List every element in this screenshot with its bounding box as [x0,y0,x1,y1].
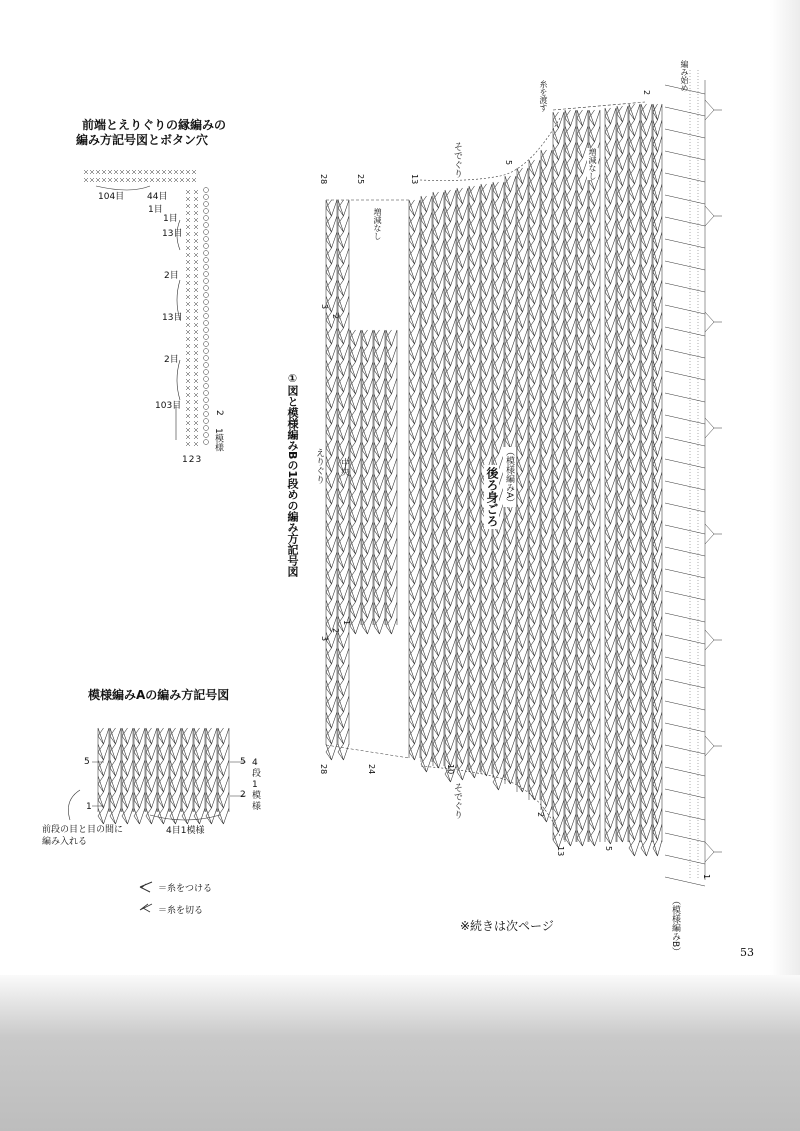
label-44-stitches: 44目 [147,192,168,202]
row-5-top: 5 [504,160,513,166]
lattice-column-8 [421,196,432,772]
row-2b: 2 [331,628,340,634]
lattice-column-25 [629,104,640,856]
lattice-column-19 [553,112,564,848]
lattice-column-18 [541,150,552,822]
pattern-a-col-9 [194,728,205,824]
lattice-column-21 [577,110,588,846]
lattice-column-12 [469,186,480,778]
label-1-stitch-b: 1目 [163,214,178,224]
armhole-bottom-label: そでぐり [452,783,462,819]
row-25-top: 25 [356,174,365,185]
edge-chart-picots [204,188,209,445]
lattice-column-2 [338,200,349,760]
lattice-column-3 [350,330,361,634]
lattice-column-16 [517,168,528,792]
pattern-a-rows-label: 4段1模様 [252,758,262,812]
row-10-bottom: 10 [446,764,455,775]
edge-chart-title-line2: 編み方記号図とボタン穴 [76,133,209,147]
pattern-a-col-4 [134,728,145,824]
pattern-b-edge [665,80,722,886]
lattice-column-5 [374,330,385,634]
label-2-stitches-a: 2目 [164,271,179,281]
pattern-a-row5-left: 5 [84,757,90,767]
label-103-stitches: 103目 [155,401,182,411]
row-5-bottom: 5 [604,846,613,852]
armhole-bottom-curve [420,766,560,836]
lattice-column-4 [362,330,373,634]
pattern-a-col-2 [110,728,121,824]
page-number: 53 [740,946,754,959]
lattice-column-23 [605,108,616,844]
label-1-stitch-a: 1目 [148,205,163,215]
lattice-column-27 [653,104,662,856]
row-2a: 2 [331,314,340,320]
pass-yarn-label: 糸を渡す [539,80,548,112]
edge-row-numbers: 123 [182,455,203,465]
lattice-column-26 [641,104,652,856]
lattice-column-11 [457,188,468,780]
legend-cut-text: ＝糸を切る [158,906,204,916]
label-13-stitches-b: 13目 [162,313,183,323]
edge-unit-label: 1模様 [213,428,223,452]
lattice-column-10 [445,190,456,782]
pattern-a-note-line2: 編み入れる [42,837,88,847]
lattice-column-22 [589,110,600,846]
pattern-b-chain-columns [690,70,698,880]
pattern-a-col-11 [218,728,229,824]
main-chart-title: ①図と模様編みBの1段めの編み方記号図 [286,372,299,578]
pattern-a-row5-right: 5 [240,757,246,767]
pattern-a-note-line1: 前段の目と目の間に [42,825,124,835]
pattern-a-col-1 [98,728,109,824]
lattice-column-17 [529,160,540,800]
pattern-note-label: （模様編みA） [504,447,514,508]
center-label: 中央 [339,458,349,476]
pattern-a-col-6 [158,728,169,824]
label-2-stitches-b: 2目 [164,355,179,365]
row-28-top: 28 [319,174,328,185]
row-1-bottom: 1 [702,874,711,880]
no-change-label-a: 増減なし [373,208,382,240]
row-1b: 1 [342,620,351,626]
pattern-a-stitches-label: 4目1模様 [166,826,205,836]
label-13-stitches-a: 13目 [162,229,183,239]
armhole-top-label: そでぐり [452,142,462,178]
edge-rows-label: 2 [214,410,224,416]
lattice-column-6 [386,330,397,634]
row-3b: 3 [320,636,329,642]
pattern-a-row2: 2 [240,790,246,800]
row-24-bottom: 24 [367,764,376,775]
scan-shadow-bottom [0,975,800,1131]
pattern-a-col-5 [146,728,157,824]
label-104-stitches: 104目 [98,192,125,202]
lattice-column-9 [433,192,444,768]
continued-note: ※続きは次ページ [460,919,554,933]
pattern-b-label: （模様編みB） [670,896,680,957]
no-change-label-b: 増減なし [588,148,597,180]
pattern-a-col-8 [182,728,193,824]
legend-attach-text: ＝糸をつける [158,884,213,894]
lattice-column-1 [326,200,337,760]
lattice-column-24 [617,106,628,842]
pattern-a-col-3 [122,728,133,824]
edge-chart-title-line1: 前端とえりぐりの縁編みの [82,118,227,132]
armhole-top-curve [420,118,560,181]
back-body-label: 後ろ身ごろ [485,467,499,527]
legend-attach-symbol [140,882,152,892]
pattern-a-row1: 1 [86,802,92,812]
row-3a: 3 [320,304,329,310]
pattern-a-title: 模様編みAの編み方記号図 [88,688,230,702]
legend-cut-symbol [140,904,152,912]
row-28-bottom: 28 [319,764,328,775]
row-13-bottom: 13 [556,846,565,857]
lattice-column-7 [409,200,420,760]
row-2-bottom: 2 [536,812,545,818]
neckline-label: えりぐり [314,448,324,484]
pattern-a-col-10 [206,728,217,824]
lattice-column-20 [565,110,576,846]
pattern-a-col-7 [170,728,181,824]
row-13-top: 13 [410,174,419,185]
row-2-top: 2 [642,90,651,96]
start-label: 編み始め [680,60,689,92]
